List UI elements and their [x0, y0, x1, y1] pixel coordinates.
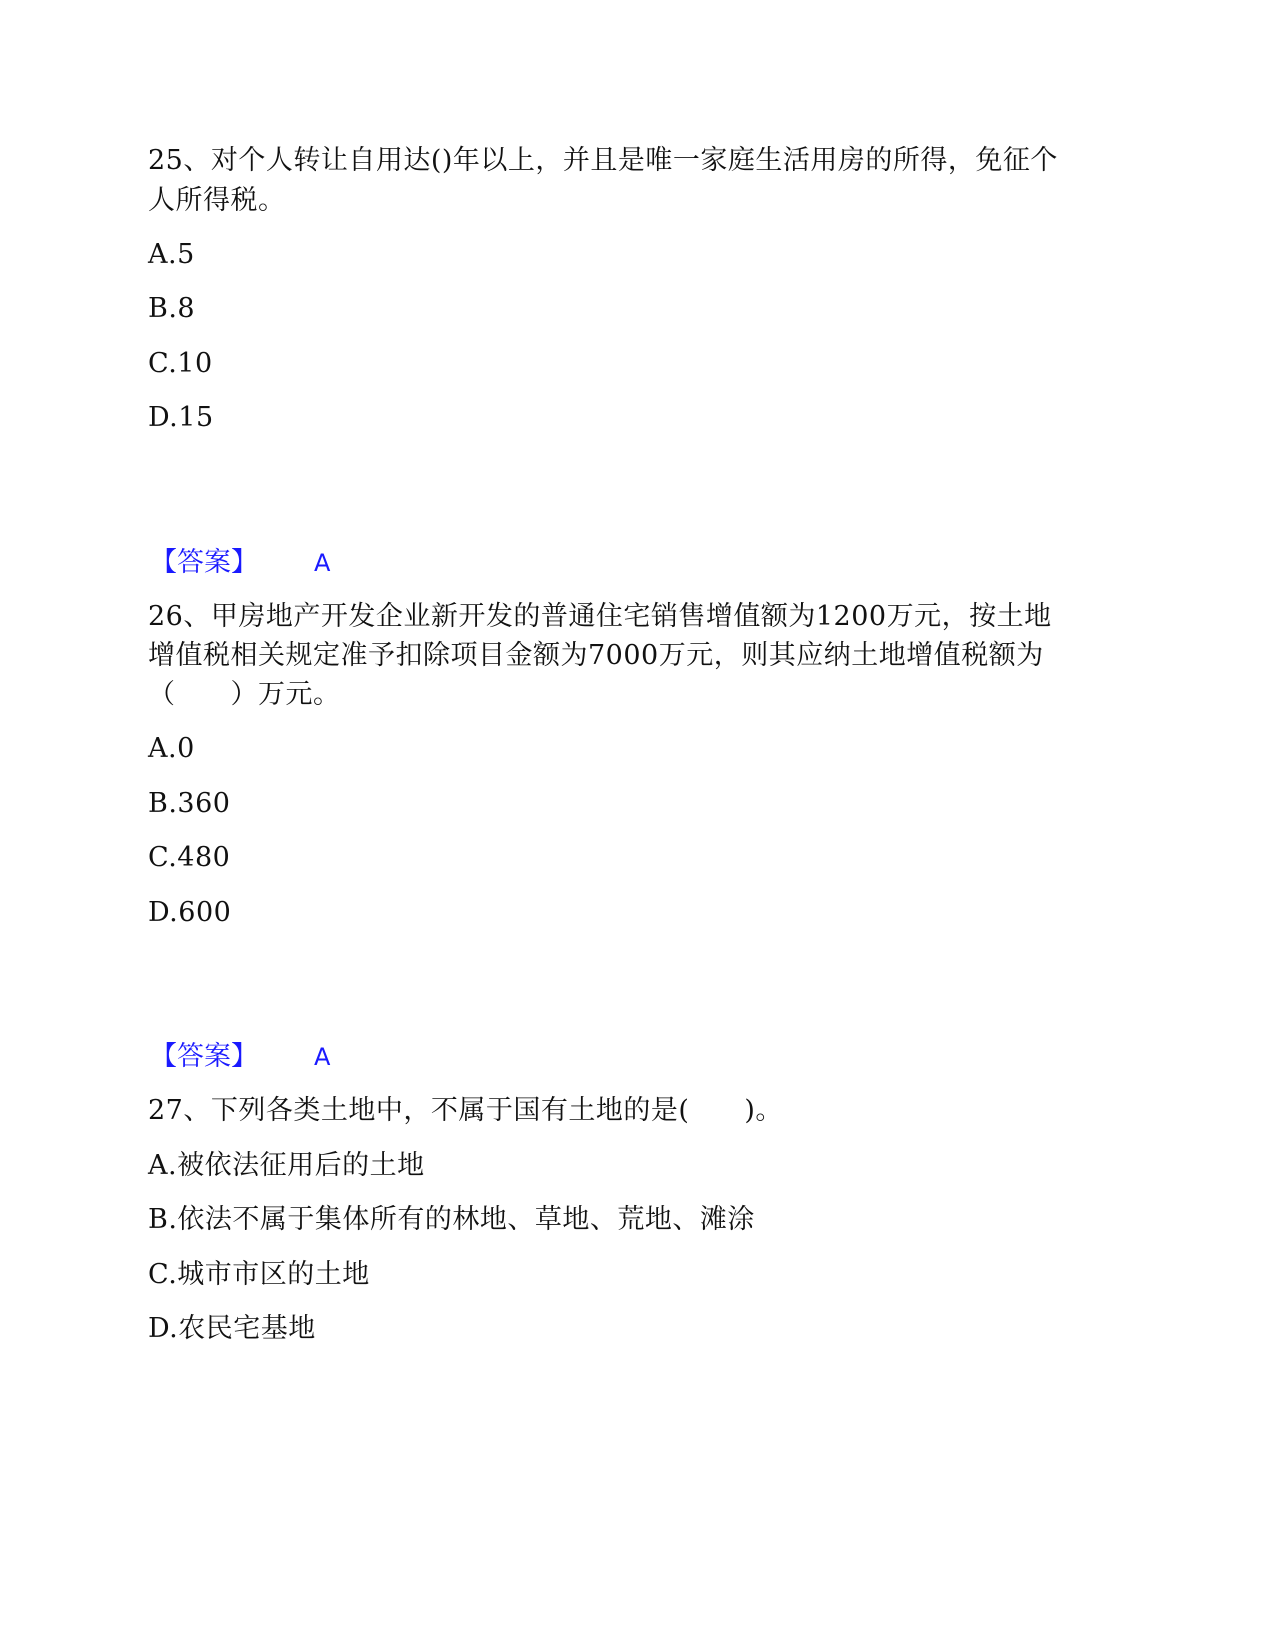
- question-26-stem-line-2: 增值税相关规定准予扣除项目金额为7000万元，则其应纳土地增值税额为: [148, 640, 1044, 671]
- question-26-stem-line-1: 26、甲房地产开发企业新开发的普通住宅销售增值额为1200万元，按土地: [148, 601, 1052, 632]
- question-26-option-c: C.480: [148, 842, 231, 873]
- question-26-option-a: A.0: [148, 733, 195, 764]
- question-25-option-d: D.15: [148, 402, 214, 433]
- question-26-option-d: D.600: [148, 897, 232, 928]
- answer-label: 【答案】: [150, 547, 258, 578]
- answer-label: 【答案】: [150, 1041, 258, 1072]
- question-26-option-b: B.360: [148, 788, 231, 819]
- question-25-stem-line-2: 人所得税。: [148, 185, 286, 216]
- question-27-option-a: A.被依法征用后的土地: [148, 1150, 425, 1181]
- question-27-option-d: D.农民宅基地: [148, 1313, 316, 1344]
- question-27-stem-line-1: 27、下列各类土地中，不属于国有土地的是( )。: [148, 1095, 783, 1126]
- question-25-option-c: C.10: [148, 348, 213, 379]
- question-27-option-b: B.依法不属于集体所有的林地、草地、荒地、滩涂: [148, 1204, 755, 1235]
- question-27-option-c: C.城市市区的土地: [148, 1259, 370, 1290]
- question-25-stem-line-1: 25、对个人转让自用达()年以上，并且是唯一家庭生活用房的所得，免征个: [148, 145, 1058, 176]
- question-25-option-a: A.5: [148, 239, 195, 270]
- question-26-stem-line-3: （ ）万元。: [148, 679, 341, 710]
- answer-value: A: [314, 549, 331, 577]
- question-25-option-b: B.8: [148, 293, 196, 324]
- question-25-answer: [150, 544, 330, 582]
- answer-value: A: [314, 1043, 331, 1071]
- question-26-answer: [150, 1038, 330, 1076]
